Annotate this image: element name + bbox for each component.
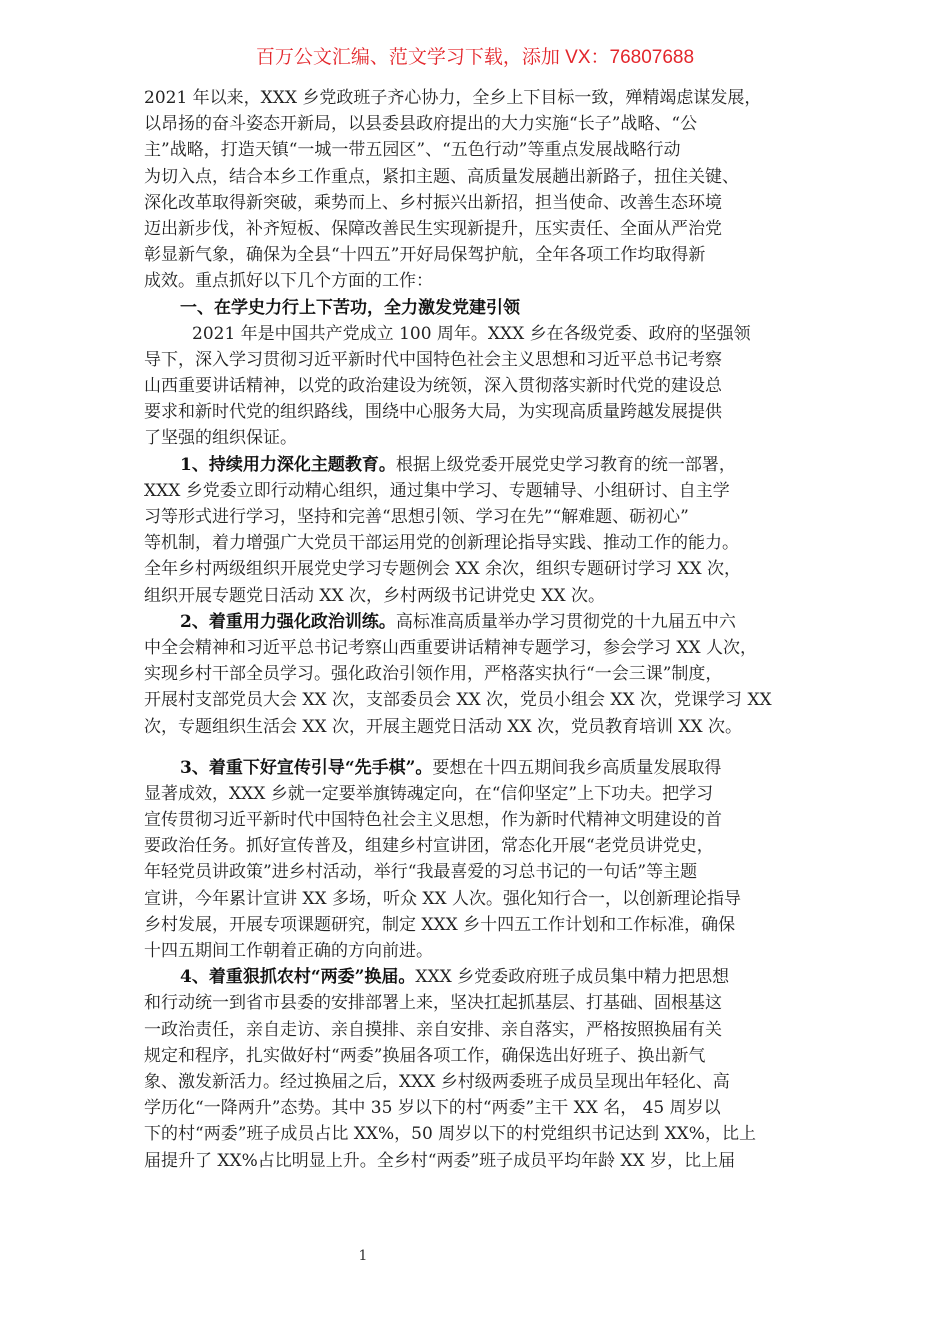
text-line: 中全会精神和习近平总书记考察山西重要讲话精神专题学习，参会学习 XX 人次， [144, 637, 758, 658]
text-line [144, 755, 824, 781]
text-line: 2021 年以来，XXX 乡党政班子齐心协力，全乡上下目标一致，殚精竭虑谋发展， [144, 88, 762, 108]
text-line: 乡村发展，开展专项课题研究，制定 XXX 乡十四五工作计划和工作标准，确保 [144, 914, 736, 935]
page-number: 1 [358, 1248, 368, 1264]
item-title: 1、持续用力深化主题教育。 [180, 454, 396, 475]
item-paragraph [144, 609, 824, 740]
text-line: 成效。重点抓好以下几个方面的工作： [144, 271, 433, 292]
text-line: 等机制，着力增强广大党员干部运用党的创新理论指导实践、推动工作的能力。 [144, 533, 739, 554]
item-text: 高标准高质量举办学习贯彻党的十九届五中六 [395, 611, 736, 632]
text-line: 年轻党员讲政策”进乡村活动，举行“我最喜爱的习总书记的一句话”等主题 [144, 862, 698, 883]
text-line: 组织开展专题党日活动 XX 次，乡村两级书记讲党史 XX 次。 [144, 585, 606, 606]
text-line: 宣传贯彻习近平新时代中国特色社会主义思想，作为新时代精神文明建设的首 [144, 810, 722, 831]
text-line: 导下，深入学习贯彻习近平新时代中国特色社会主义思想和习近平总书记考察 [144, 349, 722, 370]
item-paragraph [144, 452, 824, 609]
text-line [144, 964, 824, 990]
text-line: 宣讲，今年累计宣讲 XX 多场，听众 XX 人次。强化知行合一，以创新理论指导 [144, 888, 742, 909]
item-title: 3、着重下好宣传引导“先手棋”。 [180, 757, 433, 778]
text-line: 全年乡村两级组织开展党史学习专题例会 XX 余次，组织专题研讨学习 XX 次， [144, 559, 742, 580]
intro-paragraph [144, 85, 824, 295]
section-paragraph [144, 321, 824, 452]
item-text: XXX 乡党委政府班子成员集中精力把思想 [415, 967, 730, 988]
item-text: 根据上级党委开展党史学习教育的统一部署， [395, 454, 736, 475]
spacer [144, 740, 824, 755]
text-line: 一政治责任，亲自走访、亲自摸排、亲自安排、亲自落实，严格按照换届有关 [144, 1019, 722, 1040]
text-line: 主”战略，打造天镇“一城一带五园区”、“五色行动”等重点发展战略行动 [144, 140, 681, 161]
text-line: 2021 年是中国共产党成立 100 周年。XXX 乡在各级党委、政府的坚强领 [192, 323, 751, 344]
text-line: 要政治任务。抓好宣传普及，组建乡村宣讲团，常态化开展“老党员讲党史， [144, 836, 714, 857]
text-line: 十四五期间工作朝着正确的方向前进。 [144, 941, 433, 961]
text-line [144, 609, 824, 635]
text-line: 要求和新时代党的组织路线，围绕中心服务大局，为实现高质量跨越发展提供 [144, 402, 722, 423]
text-line: XXX 乡党委立即行动精心组织，通过集中学习、专题辅导、小组研讨、自主学 [144, 480, 730, 501]
item-title: 2、着重用力强化政治训练。 [180, 611, 396, 632]
watermark-banner: 百万公文汇编、范文学习下载，添加 VX：76807688 [255, 47, 695, 68]
text-line: 届提升了 XX%占比明显上升。全乡村“两委”班子成员平均年龄 XX 岁，比上届 [144, 1150, 736, 1171]
text-line: 开展村支部党员大会 XX 次，支部委员会 XX 次，党员小组会 XX 次，党课学习 XX [144, 690, 772, 711]
text-line: 学历化“一降两升”态势。其中 35 岁以下的村“两委”主干 XX 名， 45 周岁以 [144, 1098, 721, 1119]
text-line: 实现乡村干部全员学习。强化政治引领作用，严格落实执行“一会三课”制度， [144, 664, 723, 685]
text-line: 显著成效，XXX 乡就一定要举旗铸魂定向，在“信仰坚定”上下功夫。把学习 [144, 783, 714, 804]
text-line: 深化改革取得新突破，乘势而上、乡村振兴出新招，担当使命、改善生态环境 [144, 192, 722, 213]
text-line: 了坚强的组织保证。 [144, 428, 297, 449]
item-paragraph [144, 755, 824, 965]
text-line: 和行动统一到省市县委的安排部署上来，坚决扛起抓基层、打基础、固根基这 [144, 993, 722, 1014]
text-line: 以昂扬的奋斗姿态开新局，以县委县政府提出的大力实施“长子”战略、“公 [144, 114, 698, 135]
document-body [144, 85, 824, 1174]
item-paragraph [144, 964, 824, 1174]
text-line: 为切入点，结合本乡工作重点，紧扣主题、高质量发展趟出新路子，扭住关键、 [144, 166, 739, 187]
item-text: 要想在十四五期间我乡高质量发展取得 [432, 757, 722, 778]
text-line: 象、激发新活力。经过换届之后，XXX 乡村级两委班子成员呈现出年轻化、高 [144, 1071, 730, 1092]
text-line: 规定和程序，扎实做好村“两委”换届各项工作，确保选出好班子、换出新气 [144, 1045, 706, 1066]
text-line: 迈出新步伐，补齐短板、保障改善民生实现新提升，压实责任、全面从严治党 [144, 218, 722, 239]
text-line: 山西重要讲话精神，以党的政治建设为统领，深入贯彻落实新时代党的建设总 [144, 376, 722, 397]
item-title: 4、着重狠抓农村“两委”换届。 [180, 967, 416, 988]
text-line [144, 452, 824, 478]
text-line: 习等形式进行学习，坚持和完善“思想引领、学习在先”“解难题、砺初心” [144, 507, 689, 527]
text-line: 次，专题组织生活会 XX 次，开展主题党日活动 XX 次，党员教育培训 XX 次。 [144, 716, 743, 737]
section-heading: 一、在学史力行上下苦功，全力激发党建引领 [180, 297, 520, 318]
text-line: 彰显新气象，确保为全县“十四五”开好局保驾护航，全年各项工作均取得新 [144, 245, 706, 266]
text-line: 下的村“两委”班子成员占比 XX%，50 周岁以下的村党组织书记达到 XX%，比上 [144, 1124, 756, 1145]
